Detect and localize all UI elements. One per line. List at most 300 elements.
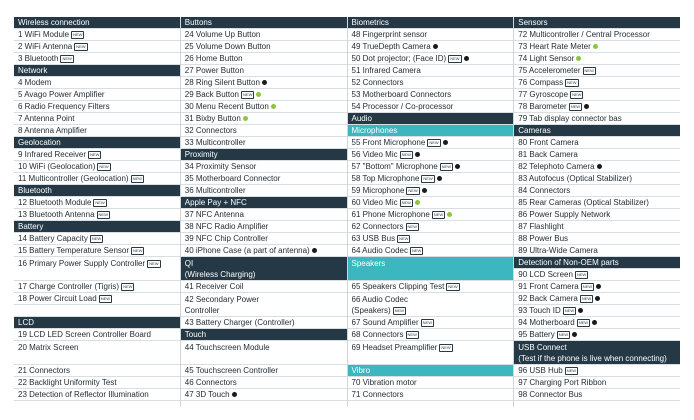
section-header	[348, 17, 514, 29]
cell-text: USB Connect	[518, 343, 567, 352]
table-cell	[514, 149, 680, 161]
cell-text: 14 Battery Capacity	[18, 234, 88, 243]
new-badge-icon: NEW	[422, 320, 432, 325]
cell-text: 73 Heart Rate Meter	[518, 42, 591, 51]
table-cell	[14, 329, 180, 341]
cell-text: Geolocation	[18, 138, 61, 147]
table-cell	[514, 77, 680, 89]
cell-text: 63 USB Bus	[351, 234, 396, 243]
table-cell	[348, 209, 514, 221]
new-badge-icon: NEW	[90, 152, 100, 157]
cell-text: 17 Charge Controller (Tigris)	[18, 282, 120, 291]
table-column	[514, 17, 680, 407]
table-cell	[14, 125, 180, 137]
apple-marker-icon	[596, 284, 601, 289]
cell-text: 4 Modem	[18, 78, 52, 87]
table-cell	[14, 197, 180, 209]
table-cell	[514, 209, 680, 221]
apple-marker-icon	[437, 176, 442, 181]
cell-text: 2 WiFi Antenna	[18, 42, 73, 51]
cell-text: 55 Front Microphone	[351, 138, 426, 147]
table-cell	[348, 389, 514, 401]
cell-text: 22 Backlight Uniformity Test	[18, 378, 117, 387]
table-cell	[14, 257, 180, 281]
cell-text: 12 Bluetooth Module	[18, 198, 92, 207]
table-cell	[514, 221, 680, 233]
apple-marker-icon	[572, 332, 577, 337]
table-cell	[514, 173, 680, 185]
cell-text: 35 Motherboard Connector	[184, 174, 281, 183]
section-header	[181, 17, 347, 29]
new-badge-icon: NEW	[584, 68, 594, 73]
cell-text: (Test if the phone is live when connecting)	[518, 354, 667, 363]
new-badge-icon: NEW	[399, 236, 409, 241]
diagnostics-table	[14, 17, 680, 407]
table-cell	[14, 245, 180, 257]
cell-text: 6 Radio Frequency Filters	[18, 102, 110, 111]
table-cell	[514, 329, 680, 341]
table-cell	[14, 113, 180, 125]
section-header	[348, 125, 514, 137]
cell-text: 8 Antenna Amplifier	[18, 126, 87, 135]
table-cell	[514, 29, 680, 41]
apple-marker-icon	[422, 188, 427, 193]
cell-text: 58 Top Microphone	[351, 174, 420, 183]
table-cell	[181, 317, 347, 329]
table-cell	[514, 197, 680, 209]
cell-text: 33 Multicontroller	[184, 138, 246, 147]
cell-text: 68 Connectors	[351, 330, 404, 339]
cell-text: 50 Dot projector; (Face ID)	[351, 54, 447, 63]
cell-text: 76 Compass	[518, 78, 564, 87]
cell-text: 39 NFC Chip Controller	[184, 234, 268, 243]
cell-text: 59 Microphone	[351, 186, 405, 195]
cell-text: LCD	[18, 318, 35, 327]
table-cell	[514, 233, 680, 245]
table-cell	[181, 89, 347, 101]
table-cell	[514, 365, 680, 377]
cell-text: Sensors	[518, 18, 548, 27]
table-cell	[181, 173, 347, 185]
cell-text: Wireless connection	[18, 18, 90, 27]
table-cell	[14, 41, 180, 53]
cell-text: 27 Power Button	[184, 66, 244, 75]
cell-text: Cameras	[518, 126, 551, 135]
apple-marker-icon	[597, 164, 602, 169]
table-cell	[514, 53, 680, 65]
cell-text: 38 NFC Radio Amplifier	[184, 222, 269, 231]
table-cell	[348, 173, 514, 185]
table-cell	[181, 29, 347, 41]
cell-text: 81 Back Camera	[518, 150, 578, 159]
table-cell	[514, 293, 680, 305]
cell-text: 15 Battery Temperature Sensor	[18, 246, 130, 255]
new-badge-icon: NEW	[73, 32, 83, 37]
section-header	[181, 149, 347, 161]
new-badge-icon: NEW	[423, 176, 433, 181]
cell-text: 56 Video Mic	[351, 150, 398, 159]
cell-text: 75 Accelerometer	[518, 66, 581, 75]
section-header	[181, 257, 347, 281]
cell-text: 80 Front Camera	[518, 138, 579, 147]
new-badge-icon: NEW	[407, 332, 417, 337]
cell-text: (Wireless Charging)	[184, 270, 256, 279]
cell-text: 86 Power Supply Network	[518, 210, 611, 219]
section-header	[348, 365, 514, 377]
new-badge-icon: NEW	[149, 261, 159, 266]
cell-text: 24 Volume Up Button	[184, 30, 261, 39]
cell-text: Speakers	[351, 259, 386, 268]
cell-text: 52 Connectors	[351, 78, 404, 87]
table-column	[14, 17, 181, 407]
table-cell	[514, 161, 680, 173]
section-header	[14, 65, 180, 77]
section-header	[14, 185, 180, 197]
cell-text: 94 Motherboard	[518, 318, 575, 327]
table-cell	[181, 53, 347, 65]
table-cell	[348, 53, 514, 65]
section-header	[348, 113, 514, 125]
section-header	[14, 137, 180, 149]
cell-text: 67 Sound Amplifier	[351, 318, 419, 327]
cell-text: 66 Audio Codec	[351, 295, 408, 304]
cell-text: 29 Back Button	[184, 90, 240, 99]
cell-text: 13 Bluetooth Antenna	[18, 210, 95, 219]
new-badge-icon: NEW	[429, 140, 439, 145]
cell-text: 79 Tab display connector bas	[518, 114, 622, 123]
new-badge-icon: NEW	[578, 320, 589, 325]
apple-marker-icon	[595, 296, 600, 301]
cell-text: 21 Connectors	[18, 366, 71, 375]
new-badge-icon: NEW	[401, 152, 411, 157]
table-cell	[181, 341, 347, 365]
cell-text: 88 Power Bus	[518, 234, 569, 243]
apple-marker-icon	[464, 56, 469, 61]
section-header	[514, 257, 680, 269]
cell-text: 54 Processor / Co-processor	[351, 102, 454, 111]
apple-marker-icon	[262, 80, 267, 85]
cell-text: 10 WiFi (Geolocation)	[18, 162, 96, 171]
cell-text: Audio	[351, 114, 372, 123]
apple-marker-icon	[312, 248, 317, 253]
section-header	[14, 221, 180, 233]
new-badge-icon: NEW	[566, 368, 577, 373]
cell-text: 51 Infrared Camera	[351, 66, 421, 75]
table-cell	[348, 329, 514, 341]
cell-text: 93 Touch ID	[518, 306, 561, 315]
table-cell	[348, 221, 514, 233]
table-cell	[181, 161, 347, 173]
new-badge-icon: NEW	[133, 248, 143, 253]
table-cell	[14, 341, 180, 365]
cell-text: 85 Rear Cameras (Optical Stabilizer)	[518, 198, 649, 207]
table-cell	[14, 173, 180, 185]
cell-text: (Speakers)	[351, 306, 391, 315]
new-badge-icon: NEW	[564, 308, 575, 313]
table-cell	[514, 377, 680, 389]
android-marker-icon	[415, 200, 420, 205]
cell-text: 83 Autofocus (Optical Stabilizer)	[518, 174, 633, 183]
new-badge-icon: NEW	[407, 224, 417, 229]
table-cell	[14, 365, 180, 377]
table-cell	[348, 245, 514, 257]
table-cell	[348, 161, 514, 173]
table-cell	[348, 281, 514, 293]
cell-text: Vibro	[351, 366, 371, 375]
new-badge-icon: NEW	[441, 345, 451, 350]
cell-text: 87 Flashlight	[518, 222, 564, 231]
table-cell	[14, 293, 180, 305]
table-cell	[181, 389, 347, 401]
new-badge-icon: NEW	[123, 284, 133, 289]
cell-text: 92 Back Camera	[518, 294, 578, 303]
cell-text: Microphones	[351, 126, 398, 135]
table-cell	[181, 125, 347, 137]
cell-text: 40 iPhone Case (a part of antenna)	[184, 246, 310, 255]
new-badge-icon: NEW	[95, 200, 105, 205]
new-badge-icon: NEW	[99, 164, 109, 169]
android-marker-icon	[243, 116, 248, 121]
cell-text: 53 Motherboard Connectors	[351, 90, 452, 99]
cell-text: 23 Detection of Reflector Illumination	[18, 390, 149, 399]
table-cell	[348, 137, 514, 149]
table-cell	[14, 233, 180, 245]
section-header	[348, 257, 514, 281]
cell-text: 28 Ring Silent Button	[184, 78, 260, 87]
table-column	[348, 17, 515, 407]
cell-text: 49 TrueDepth Camera	[351, 42, 431, 51]
cell-text: 64 Audio Codec	[351, 246, 408, 255]
new-badge-icon: NEW	[441, 164, 452, 169]
cell-text: 77 Gyroscope	[518, 90, 569, 99]
table-cell	[14, 77, 180, 89]
new-badge-icon: NEW	[243, 92, 253, 97]
android-marker-icon	[593, 44, 598, 49]
table-cell	[348, 317, 514, 329]
section-header	[514, 341, 680, 365]
table-cell	[181, 137, 347, 149]
apple-marker-icon	[415, 152, 420, 157]
table-cell	[181, 41, 347, 53]
cell-text: 44 Touchscreen Module	[184, 343, 270, 352]
table-cell	[14, 161, 180, 173]
cell-text: 84 Connectors	[518, 186, 571, 195]
cell-text: 46 Connectors	[184, 378, 237, 387]
table-cell	[181, 65, 347, 77]
cell-text: Network	[18, 66, 48, 75]
table-cell	[14, 89, 180, 101]
new-badge-icon: NEW	[412, 248, 422, 253]
cell-text: Proximity	[184, 150, 218, 159]
cell-text: 47 3D Touch	[184, 390, 230, 399]
cell-text: 57 "Bottom" Microphone	[351, 162, 438, 171]
cell-text: 70 Vibration motor	[351, 378, 417, 387]
table-cell	[181, 281, 347, 293]
apple-marker-icon	[584, 104, 589, 109]
table-cell	[348, 197, 514, 209]
cell-text: Battery	[18, 222, 44, 231]
cell-text: 72 Multicontroller / Central Processor	[518, 30, 650, 39]
apple-marker-icon	[433, 44, 438, 49]
table-cell	[14, 101, 180, 113]
table-cell	[14, 149, 180, 161]
new-badge-icon: NEW	[62, 56, 72, 61]
table-cell	[181, 365, 347, 377]
table-cell	[181, 377, 347, 389]
cell-text: 18 Power Circuit Load	[18, 294, 97, 303]
cell-text: 11 Multicontroller (Geolocation)	[18, 174, 129, 183]
android-marker-icon	[271, 104, 276, 109]
table-cell	[14, 305, 180, 317]
cell-text: 96 USB Hub	[518, 366, 563, 375]
table-cell	[348, 149, 514, 161]
cell-text: Detection of Non-OEM parts	[518, 258, 619, 267]
table-cell	[181, 77, 347, 89]
section-header	[514, 125, 680, 137]
table-cell	[181, 233, 347, 245]
table-cell	[514, 317, 680, 329]
cell-text: 48 Fingerprint sensor	[351, 30, 428, 39]
cell-text: 42 Secondary Power	[184, 295, 260, 304]
table-cell	[14, 29, 180, 41]
table-cell	[181, 113, 347, 125]
new-badge-icon: NEW	[582, 284, 593, 289]
cell-text: 1 WiFi Module	[18, 30, 70, 39]
table-cell	[14, 389, 180, 401]
cell-text: 25 Volume Down Button	[184, 42, 271, 51]
table-cell	[348, 89, 514, 101]
cell-text: Bluetooth	[18, 186, 52, 195]
table-column	[181, 17, 348, 407]
table-cell	[348, 233, 514, 245]
table-cell	[514, 89, 680, 101]
apple-marker-icon	[578, 308, 583, 313]
cell-text: Touch	[184, 330, 207, 339]
new-badge-icon: NEW	[394, 308, 404, 313]
new-badge-icon: NEW	[567, 80, 577, 85]
cell-text: Biometrics	[351, 18, 389, 27]
table-cell	[348, 101, 514, 113]
android-marker-icon	[576, 56, 581, 61]
table-cell	[348, 185, 514, 197]
table-cell	[348, 29, 514, 41]
cell-text: Apple Pay + NFC	[184, 198, 247, 207]
new-badge-icon: NEW	[100, 296, 111, 301]
cell-text: QI	[184, 259, 194, 268]
cell-text: 69 Headset Preamplifier	[351, 343, 438, 352]
section-header	[181, 197, 347, 209]
cell-text: 5 Avago Power Amplifier	[18, 90, 105, 99]
table-cell	[514, 65, 680, 77]
table-cell	[348, 293, 514, 317]
table-cell	[514, 137, 680, 149]
cell-text: 20 Matrix Screen	[18, 343, 79, 352]
cell-text: 60 Video Mic	[351, 198, 398, 207]
section-header	[14, 317, 180, 329]
new-badge-icon: NEW	[401, 200, 411, 205]
new-badge-icon: NEW	[581, 296, 592, 301]
table-cell	[181, 293, 347, 317]
cell-text: 97 Charging Port Ribbon	[518, 378, 607, 387]
new-badge-icon: NEW	[558, 332, 569, 337]
cell-text: 82 Telephoto Camera	[518, 162, 595, 171]
new-badge-icon: NEW	[98, 212, 108, 217]
table-cell	[514, 113, 680, 125]
table-cell	[348, 377, 514, 389]
table-cell	[181, 101, 347, 113]
new-badge-icon: NEW	[576, 272, 587, 277]
new-badge-icon: NEW	[408, 188, 418, 193]
cell-text: 61 Phone Microphone	[351, 210, 430, 219]
cell-text: 41 Receiver Coil	[184, 282, 244, 291]
new-badge-icon: NEW	[572, 92, 582, 97]
table-cell	[514, 245, 680, 257]
table-cell	[348, 77, 514, 89]
cell-text: 3 Bluetooth	[18, 54, 59, 63]
new-badge-icon: NEW	[450, 56, 460, 61]
cell-text: 16 Primary Power Supply Controller	[18, 259, 146, 268]
cell-text: 62 Connectors	[351, 222, 404, 231]
table-cell	[181, 245, 347, 257]
cell-text: 95 Battery	[518, 330, 555, 339]
cell-text: 36 Multicontroller	[184, 186, 246, 195]
new-badge-icon: NEW	[76, 44, 86, 49]
cell-text: 37 NFC Antenna	[184, 210, 244, 219]
new-badge-icon: NEW	[570, 104, 581, 109]
cell-text: 89 Ultra-Wide Camera	[518, 246, 598, 255]
cell-text: Buttons	[184, 18, 212, 27]
cell-text: 78 Barometer	[518, 102, 567, 111]
table-cell	[181, 185, 347, 197]
table-cell	[514, 41, 680, 53]
table-cell	[514, 185, 680, 197]
cell-text: 74 Light Sensor	[518, 54, 575, 63]
cell-text: 90 LCD Screen	[518, 270, 573, 279]
table-cell	[514, 269, 680, 281]
apple-marker-icon	[443, 140, 448, 145]
cell-text: 7 Antenna Point	[18, 114, 75, 123]
new-badge-icon: NEW	[91, 236, 102, 241]
apple-marker-icon	[455, 164, 460, 169]
table-cell	[514, 305, 680, 317]
table-cell	[514, 389, 680, 401]
apple-marker-icon	[232, 392, 237, 397]
section-header	[14, 17, 180, 29]
cell-text: 19 LCD LED Screen Controller Board	[18, 330, 151, 339]
section-header	[514, 17, 680, 29]
cell-text: 31 Bixby Button	[184, 114, 241, 123]
cell-text: 34 Proximity Sensor	[184, 162, 257, 171]
cell-text: 43 Battery Charger (Controller)	[184, 318, 295, 327]
cell-text: 71 Connectors	[351, 390, 404, 399]
new-badge-icon: NEW	[433, 212, 444, 217]
table-cell	[348, 65, 514, 77]
cell-text: 26 Home Button	[184, 54, 243, 63]
cell-text: 45 Touchscreen Controller	[184, 366, 278, 375]
table-cell	[14, 281, 180, 293]
section-header	[181, 329, 347, 341]
new-badge-icon: NEW	[132, 176, 142, 181]
table-cell	[14, 53, 180, 65]
cell-text: Controller	[184, 306, 220, 315]
cell-text: 30 Menu Recent Button	[184, 102, 269, 111]
cell-text: 65 Speakers Clipping Test	[351, 282, 445, 291]
cell-text: 32 Connectors	[184, 126, 237, 135]
cell-text: 91 Front Camera	[518, 282, 579, 291]
cell-text: 98 Connector Bus	[518, 390, 583, 399]
apple-marker-icon	[592, 320, 597, 325]
table-cell	[348, 41, 514, 53]
